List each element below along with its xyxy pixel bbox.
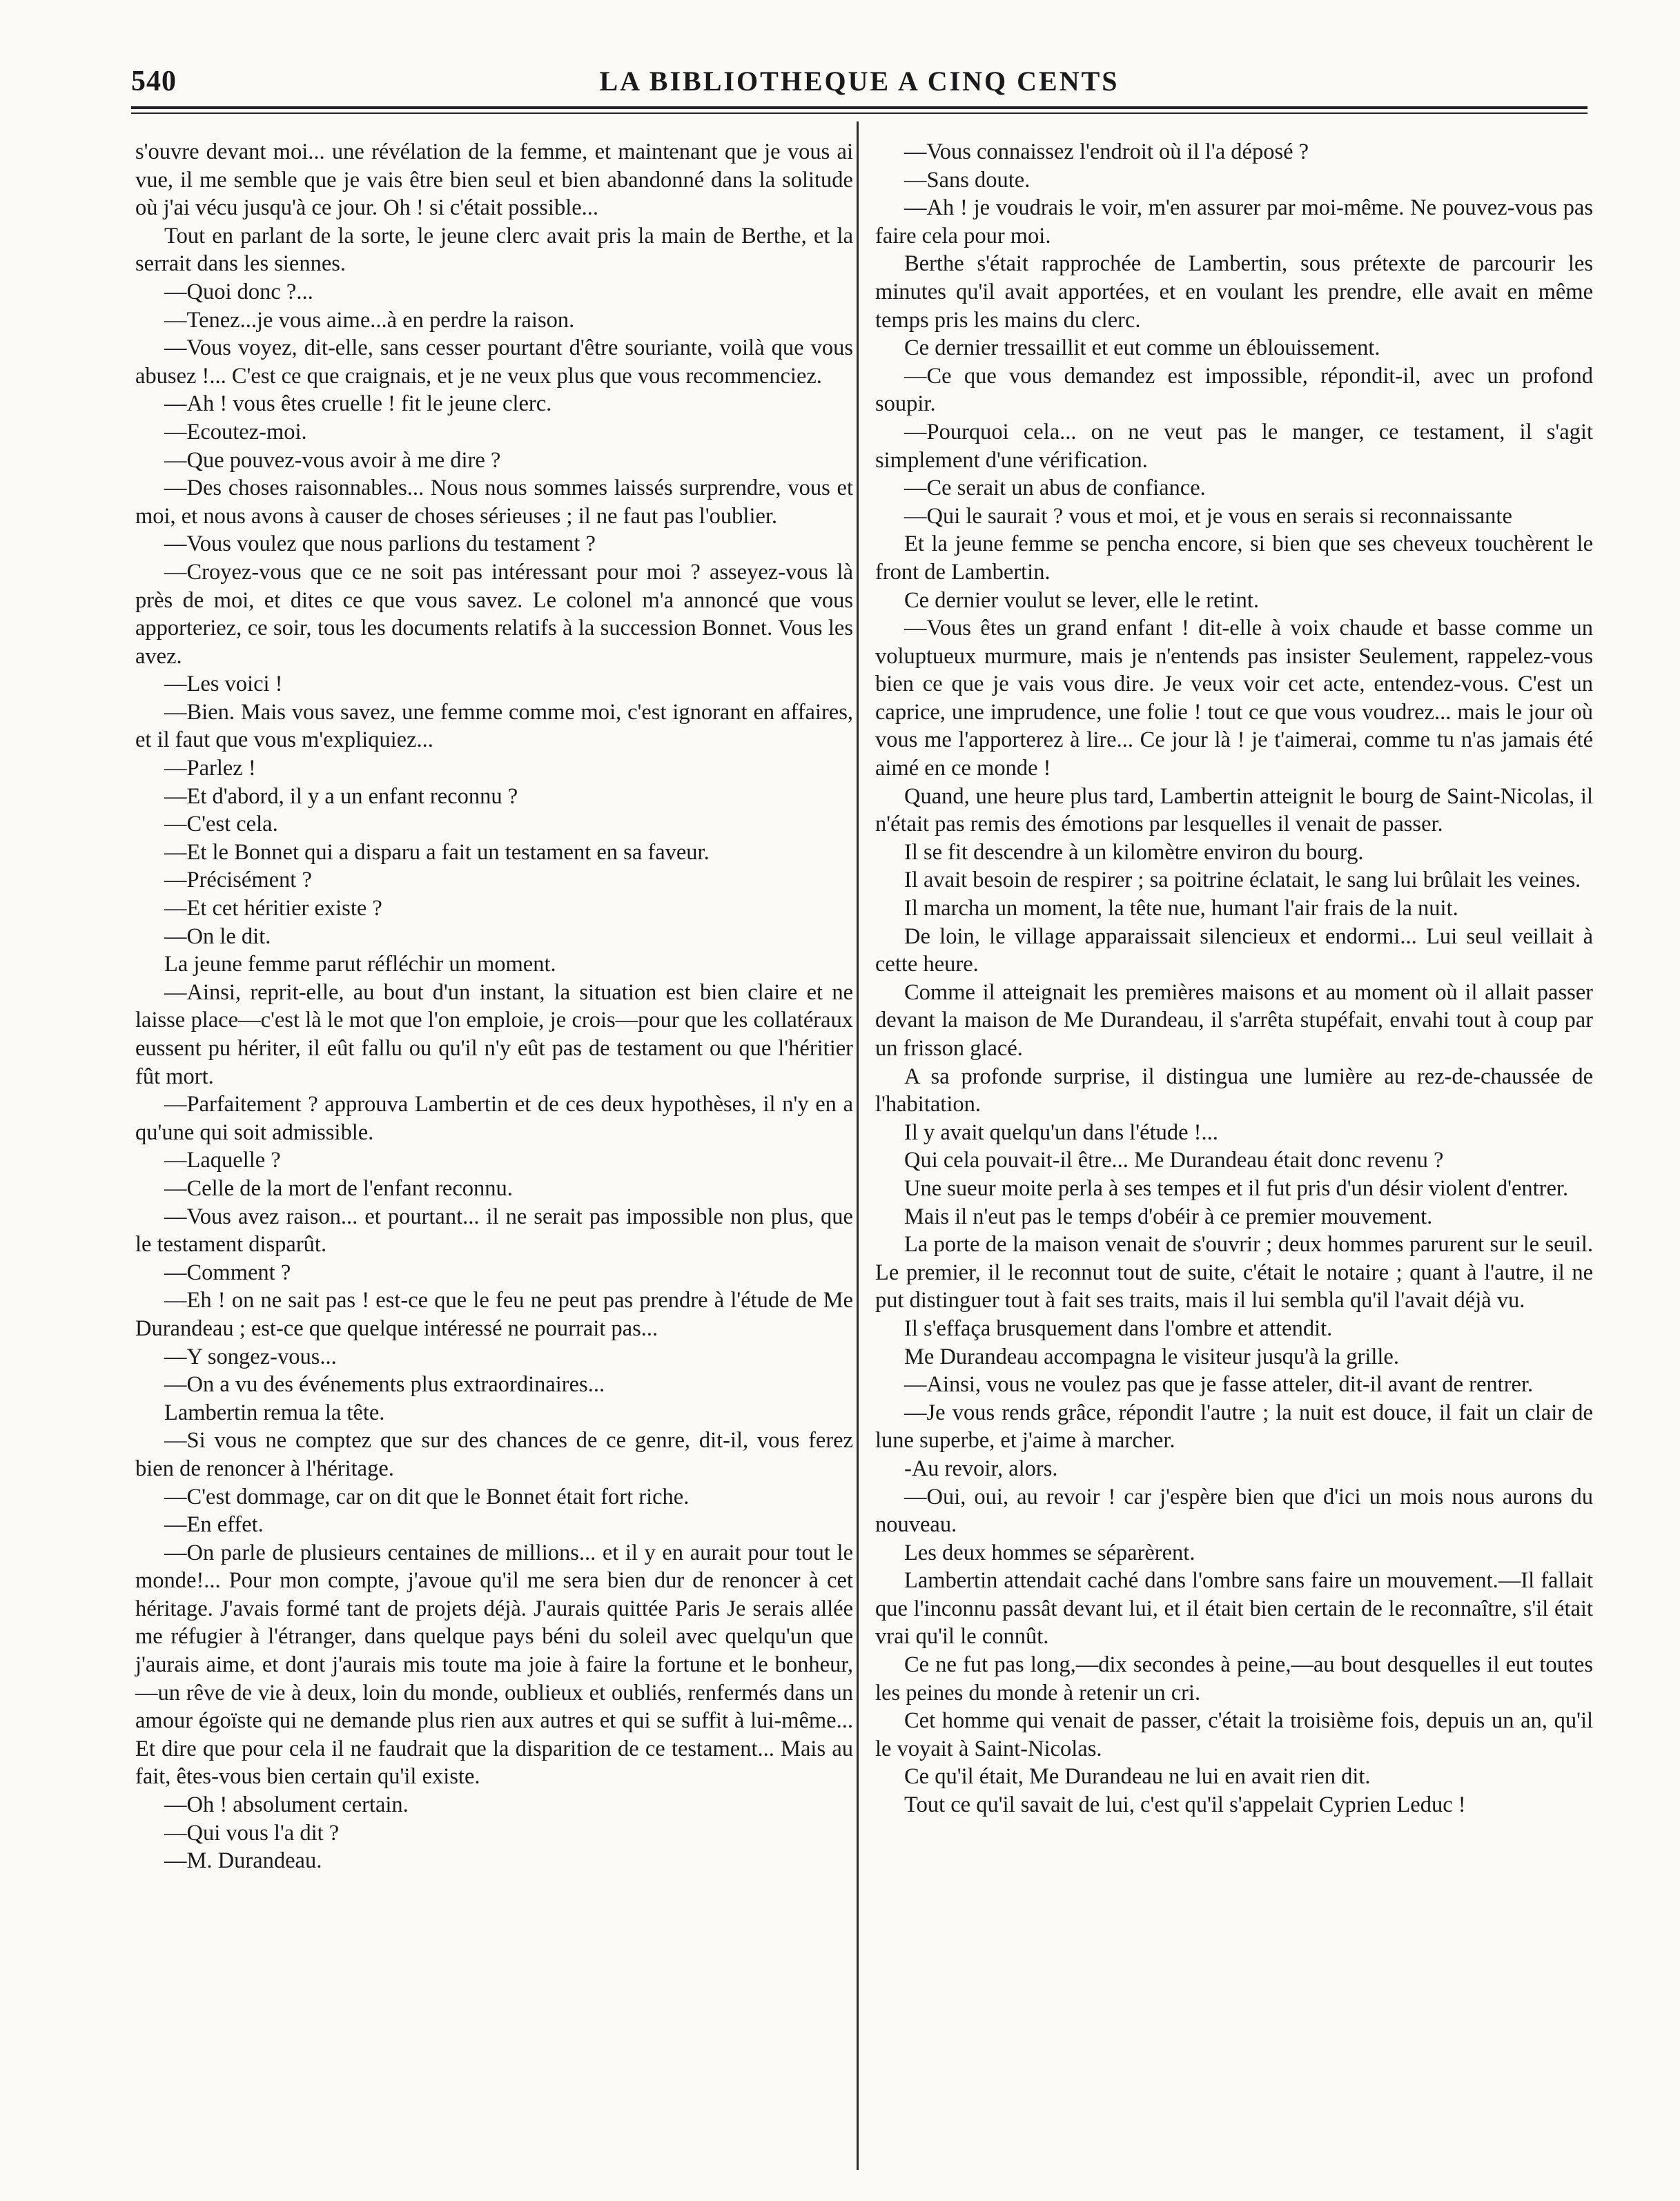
paragraph: —Ce serait un abus de confiance. <box>904 476 1206 501</box>
column-divider <box>857 121 859 2170</box>
paragraph: -Au revoir, alors. <box>904 1456 1058 1481</box>
paragraph: —Vous voulez que nous parlions du testament ? <box>164 531 596 557</box>
paragraph: —Vous êtes un grand enfant ! dit-elle à voix chaude et basse comme un voluptueux murmure, mais je n'entends pas insister Seulement, rappelez-vous bien ce que je vais vous dire. Je veux voir cet acte, entendez-vous. C'est un caprice, une imprudence, une folie ! tout ce que vous voudrez... mais le jour où vous me l'apporterez à lire... Ce jour là ! je t'aimerai, comme tu n'as jamais été aimé en ce monde ! <box>875 616 1593 781</box>
paragraph: Il s'effaça brusquement dans l'ombre et attendit. <box>904 1315 1333 1341</box>
paragraph: —Je vous rends grâce, répondit l'autre ; la nuit est douce, il fait un clair de lune superbe, et j'aime à marcher. <box>875 1400 1593 1454</box>
paragraph: La jeune femme parut réfléchir un moment. <box>164 952 556 977</box>
paragraph: Il se fit descendre à un kilomètre environ du bourg. <box>904 839 1364 865</box>
paragraph: —Oui, oui, au revoir ! car j'espère bien que d'ici un mois nous aurons du nouveau. <box>875 1484 1593 1538</box>
paragraph: —Eh ! on ne sait pas ! est-ce que le feu ne peut pas prendre à l'étude de Me Durandeau ; est-ce que quelque intéressé ne pourrait pas... <box>135 1288 853 1341</box>
paragraph: —On le dit. <box>164 923 271 949</box>
paragraph: Tout ce qu'il savait de lui, c'est qu'il s'appelait Cyprien Leduc ! <box>904 1792 1466 1818</box>
paragraph: —Qui vous l'a dit ? <box>164 1820 340 1846</box>
paragraph: —Vous avez raison... et pourtant... il ne serait pas impossible non plus, que le testament disparût. <box>135 1204 853 1258</box>
paragraph: Ce ne fut pas long,—dix secondes à peine,—au bout desquelles il eut toutes les peines du monde à retenir un cri. <box>875 1652 1593 1705</box>
paragraph: —Des choses raisonnables... Nous nous sommes laissés surprendre, vous et moi, et nous avons à causer de choses sérieuses ; il ne faut pas l'oublier. <box>135 476 853 529</box>
paragraph: —Ce que vous demandez est impossible, répondit-il, avec un profond soupir. <box>875 363 1593 417</box>
paragraph: —Et d'abord, il y a un enfant reconnu ? <box>164 783 518 809</box>
paragraph: —Ah ! vous êtes cruelle ! fit le jeune clerc. <box>164 391 552 417</box>
paragraph: —Vous voyez, dit-elle, sans cesser pourtant d'être souriante, voilà que vous abusez !... C'est ce que craignais, et je ne veux plus que vous recommenciez. <box>135 335 853 389</box>
paragraph: —On parle de plusieurs centaines de millions... et il y en aurait pour tout le monde!... Pour mon compte, j'avoue qu'il me sera bien dur de renoncer à cet héritage. J'avais formé tant de projets déjà. J'aurais quittée Paris Je serais allée me réfugier à l'étranger, dans quelque pays béni du soleil avec quelqu'un que j'aurais aime, et dont j'aurais mis toute ma joie à faire la fortune et le bonheur,—un rêve de vie à deux, loin du monde, oublieux et oubliés, renfermés dans un amour égoïste qui ne demande plus rien aux autres et qui se suffit à lui-même... Et dire que pour cela il ne faudrait que la disparition de ce testament... Mais au fait, êtes-vous bien certain qu'il existe. <box>135 1540 853 1790</box>
running-title: LA BIBLIOTHEQUE A CINQ CENTS <box>599 66 1120 97</box>
paragraph: —C'est cela. <box>164 812 278 837</box>
paragraph: Une sueur moite perla à ses tempes et il fut pris d'un désir violent d'entrer. <box>904 1175 1569 1201</box>
paragraph: Berthe s'était rapprochée de Lambertin, sous prétexte de parcourir les minutes qu'il avait apportées, et en voulant les prendre, elle avait en même temps pris les mains du clerc. <box>875 251 1593 333</box>
paragraph: Les deux hommes se séparèrent. <box>904 1540 1195 1565</box>
paragraph: La porte de la maison venait de s'ouvrir ; deux hommes parurent sur le seuil. Le premier, il le reconnut tout de suite, c'était le notaire ; quant à l'autre, il ne put distinguer tout à fait ses traits, mais il lui sembla qu'il l'avait déjà vu. <box>875 1232 1593 1313</box>
right-text-column <box>875 138 1593 1819</box>
paragraph: —C'est dommage, car on dit que le Bonnet était fort riche. <box>164 1484 690 1509</box>
paragraph: Il marcha un moment, la tête nue, humant l'air frais de la nuit. <box>904 896 1458 921</box>
paragraph: —Ah ! je voudrais le voir, m'en assurer par moi-même. Ne pouvez-vous pas faire cela pour moi. <box>875 195 1593 248</box>
paragraph: —M. Durandeau. <box>164 1848 322 1874</box>
paragraph: —Croyez-vous que ce ne soit pas intéressant pour moi ? asseyez-vous là près de moi, et dites ce que vous savez. Le colonel m'a annoncé que vous apporteriez, ce soir, tous les documents relatifs à la succession Bonnet. Vous les avez. <box>135 559 853 669</box>
paragraph: —Sans doute. <box>904 167 1031 193</box>
paragraph: —En effet. <box>164 1512 264 1538</box>
paragraph: Me Durandeau accompagna le visiteur jusqu'à la grille. <box>904 1344 1399 1369</box>
paragraph: —Ainsi, reprit-elle, au bout d'un instant, la situation est bien claire et ne laisse place—c'est là le mot que l'on emploie, je crois—pour que les collatéraux eussent pu hériter, il eût fallu ou qu'il n'y eût pas de testament ou que l'héritier fût mort. <box>135 979 853 1089</box>
paragraph: —Tenez...je vous aime...à en perdre la raison. <box>164 307 575 333</box>
page-number: 540 <box>131 66 177 97</box>
paragraph: —Ecoutez-moi. <box>164 419 307 444</box>
paragraph: —Et le Bonnet qui a disparu a fait un testament en sa faveur. <box>164 839 710 865</box>
paragraph: —Et cet héritier existe ? <box>164 896 382 921</box>
paragraph: —Précisément ? <box>164 868 312 893</box>
paragraph: —Que pouvez-vous avoir à me dire ? <box>164 447 501 473</box>
page-header <box>131 61 1588 104</box>
paragraph: —Pourquoi cela... on ne veut pas le manger, ce testament, il s'agit simplement d'une vérification. <box>875 419 1593 473</box>
paragraph: Ce dernier voulut se lever, elle le retint. <box>904 587 1259 613</box>
paragraph: Ce qu'il était, Me Durandeau ne lui en avait rien dit. <box>904 1764 1371 1790</box>
paragraph: Cet homme qui venait de passer, c'était la troisième fois, depuis un an, qu'il le voyait à Saint-Nicolas. <box>875 1708 1593 1761</box>
left-text-column <box>135 138 853 1875</box>
paragraph: A sa profonde surprise, il distingua une lumière au rez-de-chaussée de l'habitation. <box>875 1064 1593 1117</box>
paragraph: —Celle de la mort de l'enfant reconnu. <box>164 1175 513 1201</box>
paragraph: —Laquelle ? <box>164 1148 281 1173</box>
paragraph: —On a vu des événements plus extraordinaires... <box>164 1372 605 1398</box>
paragraph: Et la jeune femme se pencha encore, si bien que ses cheveux touchèrent le front de Lambertin. <box>875 531 1593 585</box>
paragraph: Comme il atteignait les premières maisons et au moment où il allait passer devant la maison de Me Durandeau, il s'arrêta stupéfait, envahi tout à coup par un frisson glacé. <box>875 979 1593 1061</box>
paragraph: —Ainsi, vous ne voulez pas que je fasse atteler, dit-il avant de rentrer. <box>904 1372 1534 1398</box>
paragraph: —Oh ! absolument certain. <box>164 1792 409 1818</box>
paragraph: Ce dernier tressaillit et eut comme un éblouissement. <box>904 335 1380 361</box>
paragraph: Lambertin attendait caché dans l'ombre sans faire un mouvement.—Il fallait que l'inconnu passât devant lui, et il était bien certain de le reconnaître, s'il était vrai qu'il le connût. <box>875 1568 1593 1650</box>
paragraph: —Bien. Mais vous savez, une femme comme moi, c'est ignorant en affaires, et il faut que vous m'expliquiez... <box>135 699 853 753</box>
paragraph: Il y avait quelqu'un dans l'étude !... <box>904 1119 1218 1145</box>
paragraph: —Si vous ne comptez que sur des chances de ce genre, dit-il, vous ferez bien de renoncer à l'héritage. <box>135 1428 853 1481</box>
paragraph: —Comment ? <box>164 1260 291 1285</box>
paragraph: —Y songez-vous... <box>164 1344 337 1369</box>
paragraph: Mais il n'eut pas le temps d'obéir à ce premier mouvement. <box>904 1204 1433 1229</box>
paragraph: De loin, le village apparaissait silencieux et endormi... Lui seul veillait à cette heure. <box>875 923 1593 977</box>
paragraph: —Qui le saurait ? vous et moi, et je vous en serais si reconnaissante <box>904 503 1512 529</box>
paragraph: —Parfaitement ? approuva Lambertin et de ces deux hypothèses, il n'y en a qu'une qui soit admissible. <box>135 1092 853 1145</box>
paragraph: Qui cela pouvait-il être... Me Durandeau était donc revenu ? <box>904 1148 1444 1173</box>
header-rule-thin <box>131 113 1588 114</box>
paragraph: —Parlez ! <box>164 756 256 781</box>
paragraph: Quand, une heure plus tard, Lambertin atteignit le bourg de Saint-Nicolas, il n'était pas remis des émotions par lesquelles il venait de passer. <box>875 783 1593 837</box>
paragraph: —Vous connaissez l'endroit où il l'a déposé ? <box>904 139 1309 164</box>
paragraph: —Quoi donc ?... <box>164 279 313 304</box>
header-rule-thick <box>131 106 1588 109</box>
paragraph: —Les voici ! <box>164 672 283 697</box>
paragraph: s'ouvre devant moi... une révélation de la femme, et maintenant que je vous ai vue, il me semble que je vais être bien seul et bien abandonné dans la solitude où j'ai vécu jusqu'à ce jour. Oh ! si c'était possible... <box>135 139 853 221</box>
paragraph: Tout en parlant de la sorte, le jeune clerc avait pris la main de Berthe, et la serrait dans les siennes. <box>135 223 853 277</box>
paragraph: Lambertin remua la tête. <box>164 1400 385 1425</box>
paragraph: Il avait besoin de respirer ; sa poitrine éclatait, le sang lui brûlait les veines. <box>904 868 1581 893</box>
